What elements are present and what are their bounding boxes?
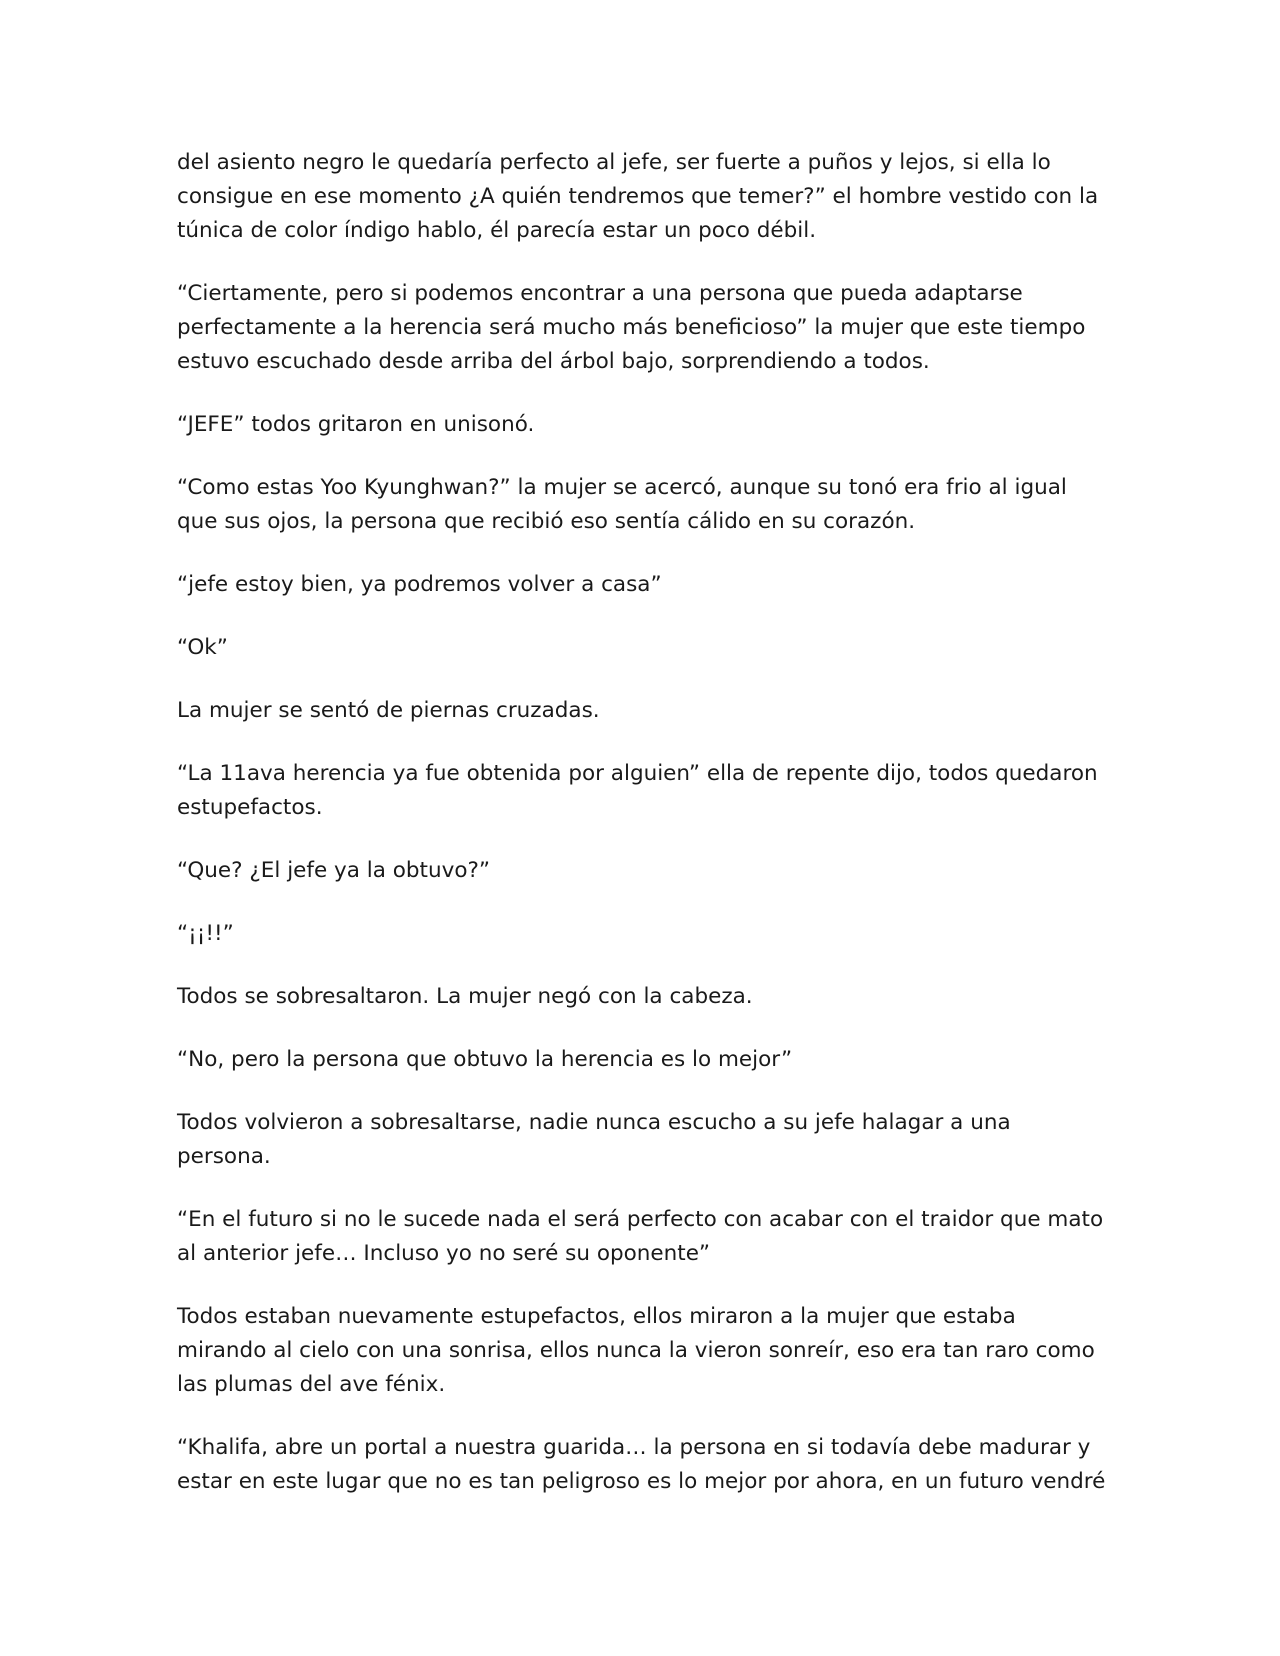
paragraph-9: “Que? ¿El jefe ya la obtuvo?”	[177, 858, 491, 883]
paragraph-4: “Como estas Yoo Kyunghwan?” la mujer se acercó, aunque su tonó era frio al igual que sus ojos, la persona que recibió eso sentía cálido en su corazón.	[177, 475, 1067, 534]
paragraph-8: “La 11ava herencia ya fue obtenida por alguien” ella de repente dijo, todos quedaron estupefactos.	[177, 761, 1098, 820]
paragraph-1: del asiento negro le quedaría perfecto al jefe, ser fuerte a puños y lejos, si ella lo consigue en ese momento ¿A quién tendremos que temer?” el hombre vestido con la túnica de color índigo hablo, él parecía estar un poco débil.	[177, 150, 1099, 243]
paragraph-12: “No, pero la persona que obtuvo la herencia es lo mejor”	[177, 1047, 793, 1072]
paragraph-13: Todos volvieron a sobresaltarse, nadie nunca escucho a su jefe halagar a una persona.	[177, 1110, 1011, 1169]
paragraph-10: “¡¡!!”	[177, 921, 234, 946]
paragraph-6: “Ok”	[177, 635, 228, 660]
paragraph-5: “jefe estoy bien, ya podremos volver a casa”	[177, 572, 662, 597]
paragraph-3: “JEFE” todos gritaron en unisonó.	[177, 412, 535, 437]
paragraph-15: Todos estaban nuevamente estupefactos, ellos miraron a la mujer que estaba mirando al cielo con una sonrisa, ellos nunca la vieron sonreír, eso era tan raro como las plumas del ave fénix.	[177, 1304, 1095, 1397]
document-page	[177, 146, 1107, 1528]
paragraph-14: “En el futuro si no le sucede nada el será perfecto con acabar con el traidor que mato al anterior jefe… Incluso yo no seré su oponente”	[177, 1207, 1104, 1266]
paragraph-2: “Ciertamente, pero si podemos encontrar a una persona que pueda adaptarse perfectamente a la herencia será mucho más beneficioso” la mujer que este tiempo estuvo escuchado desde arriba del árbol bajo, sorprendiendo a todos.	[177, 281, 1086, 374]
paragraph-11: Todos se sobresaltaron. La mujer negó con la cabeza.	[177, 984, 753, 1009]
paragraph-16: “Khalifa, abre un portal a nuestra guarida… la persona en si todavía debe madurar y estar en este lugar que no es tan peligroso es lo mejor por ahora, en un futuro vendré	[177, 1435, 1106, 1494]
paragraph-7: La mujer se sentó de piernas cruzadas.	[177, 698, 600, 723]
